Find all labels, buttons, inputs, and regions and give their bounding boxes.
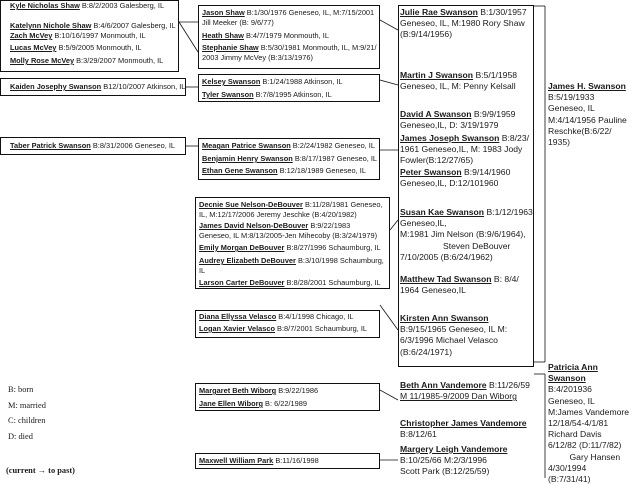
person-kyle-shaw: Kyle Nicholas Shaw B:8/2/2003 Galesberg, IL	[10, 1, 165, 10]
person-christopher-vandemore: Christopher James Vandemore B:8/12/61	[400, 418, 527, 440]
person-david-swanson: David A Swanson B:9/9/1959 Geneseo,IL, D: 3/19/1979	[400, 109, 516, 131]
person-jane-wiborg: Jane Ellen Wiborg B: 6/22/1989	[199, 399, 307, 408]
legend-married: M: married	[8, 401, 46, 410]
person-katelynn-shaw: Katelynn Nichole Shaw B:4/6/2007 Galesberg, IL	[10, 21, 176, 30]
person-benjamin-swanson: Benjamin Henry Swanson B:8/17/1987 Geneseo, IL	[202, 154, 378, 163]
person-decnie-nelson-debouver: Decnie Sue Nelson-DeBouver B:11/28/1981 Geneseo, IL, M:12/17/2006 Jeremy Jeschke (B:4/20/1982)	[199, 200, 383, 219]
person-margery-vandemore: Margery Leigh Vandemore B:10/25/66 M:2/3/1996 Scott Park (B:12/25/59)	[400, 444, 508, 477]
person-maxwell-park: Maxwell William Park B:11/16/1998	[199, 456, 319, 465]
person-julie-swanson: Julie Rae Swanson B:1/30/1957 Geneseo, IL, M:1980 Rory Shaw (B:9/14/1956)	[400, 7, 527, 40]
person-lucas-mcvey: Lucas McVey B:5/9/2005 Monmouth, IL	[10, 43, 142, 52]
person-heath-shaw: Heath Shaw B:4/7/1979 Monmouth, IL	[202, 31, 329, 40]
person-taber-swanson: Taber Patrick Swanson B:8/31/2006 Geneseo, IL	[10, 141, 176, 150]
person-emily-debouver: Emily Morgan DeBouver B:8/27/1996 Schaumburg, IL	[199, 243, 381, 252]
person-kaiden-swanson: Kaiden Josephy Swanson B12/10/2007 Atkinson, IL	[10, 82, 186, 91]
person-kelsey-swanson: Kelsey Swanson B:1/24/1988 Atkinson, IL	[202, 77, 343, 86]
person-molly-mcvey: Molly Rose McVey B:3/29/2007 Monmouth, IL	[10, 56, 164, 65]
legend-died: D: died	[8, 432, 33, 441]
person-ethan-swanson: Ethan Gene Swanson B:12/18/1989 Geneseo, IL	[202, 166, 366, 175]
person-stephanie-shaw: Stephanie Shaw B:5/30/1981 Monmouth, IL, M:9/21/ 2003 Jimmy McVey (B:3/13/1976)	[202, 43, 377, 62]
legend-children: C: children	[8, 416, 46, 425]
person-james-h-swanson: James H. Swanson B:5/19/1933 Geneseo, IL M:4/14/1956 Pauline Reschke(B:6/22/ 1935)	[548, 81, 627, 148]
person-jason-shaw: Jason Shaw B:1/30/1976 Geneseo, IL, M:7/15/2001 Jill Meeker (B: 9/6/77)	[202, 8, 375, 27]
person-james-nelson-debouver: James David Nelson-DeBouver B:9/22/1983 Geneseo, IL M:8/13/2005-Jen Mihecoby (B:3/24/1979)	[199, 221, 378, 240]
person-margaret-wiborg: Margaret Beth Wiborg B:9/22/1986	[199, 386, 319, 395]
legend-direction: (current → to past)	[6, 466, 75, 475]
person-peter-swanson: Peter Swanson B:9/14/1960 Geneseo,IL, D:12/101960	[400, 167, 511, 189]
person-kirsten-swanson: Kirsten Ann Swanson B:9/15/1965 Geneseo, IL M: 6/3/1996 Michael Velasco (B:6/24/1971)	[400, 313, 508, 357]
person-james-joseph-swanson: James Joseph Swanson B:8/23/ 1961 Geneseo,IL, M: 1983 Jody Fowler(B:12/27/65)	[400, 133, 529, 166]
person-audrey-debouver: Audrey Elizabeth DeBouver B:3/10/1998 Schaumburg, IL	[199, 256, 384, 275]
person-tyler-swanson: Tyler Swanson B:7/8/1995 Atkinson, IL	[202, 90, 332, 99]
person-martin-swanson: Martin J Swanson B:5/1/1958 Geneseo, IL, M: Penny Kelsall	[400, 70, 518, 92]
person-susan-swanson: Susan Kae Swanson B:1/12/1963 Geneseo,IL, M:1981 Jim Nelson (B:9/6/1964), Steven DeBouver 7/10/2005 (B:6/24/1962)	[400, 207, 533, 262]
person-logan-velasco: Logan Xavier Velasco B:8/7/2001 Schaumburg, IL	[199, 324, 368, 333]
person-larson-debouver: Larson Carter DeBouver B:8/28/2001 Schaumburg, IL	[199, 278, 381, 287]
person-beth-ann-vandemore: Beth Ann Vandemore B:11/26/59 M 11/1985-9/2009 Dan Wiborg	[400, 380, 530, 402]
person-matthew-swanson: Matthew Tad Swanson B: 8/4/ 1964 Geneseo,IL	[400, 274, 519, 296]
person-diana-velasco: Diana Ellyssa Velasco B:4/1/1998 Chicago, IL	[199, 312, 354, 321]
person-patricia-ann-swanson: Patricia Ann Swanson B:4/201936 Geneseo, IL M:James Vandemore 12/18/54-4/1/81 Richard Davis 6/12/82 (D:11/7/82) Gary Hansen 4/30/1994 (B:7/31/41)	[548, 362, 630, 485]
person-meagan-swanson: Meagan Patrice Swanson B:2/24/1982 Geneseo, IL	[202, 141, 375, 150]
legend-born: B: born	[8, 385, 34, 394]
person-zach-mcvey: Zach McVey B:10/16/1997 Monmouth, IL	[10, 31, 146, 40]
